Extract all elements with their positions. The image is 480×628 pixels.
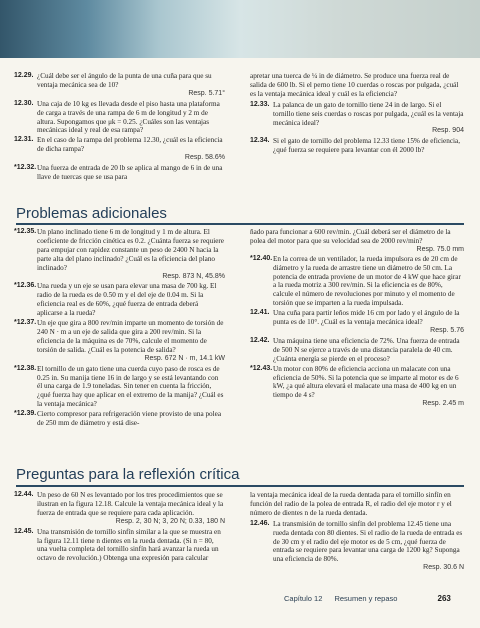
problem-item xyxy=(14,72,225,99)
section-rule xyxy=(16,223,464,225)
problem-item xyxy=(14,319,225,364)
continued-text: apretar una tuerca de ¼ in de diámetro. Se produce una fuerza real de salida de 600 lb. Si el perno tiene 10 cuerdas o roscas por pulgada, ¿cuál es la ventaja mecánica ideal y cuál es la eficiencia? xyxy=(250,72,459,98)
answer: Resp. 5.76 xyxy=(430,326,464,334)
problem-item xyxy=(14,282,225,318)
problem-number: 12.29. xyxy=(14,72,34,79)
answer: Resp. 904 xyxy=(432,127,464,135)
problem-text: En la correa de un ventilador, la rueda impulsora es de 20 cm de diámetro y la rueda de arrastre tiene un diámetro de 50 cm. La potencia de entrada proviene de un motor de 4 kW que hace girar a la rueda motriz a 300 rev/min. Si la eficiencia es de 80%, calcule el número de revoluciones por minuto y el momento de torsión que se imparten a la rueda impulsada. xyxy=(273,254,461,308)
problem-item xyxy=(14,100,225,136)
problem-item xyxy=(250,255,464,308)
problem-text: Un motor con 80% de eficiencia acciona un malacate con una eficiencia de 50%. Si la potencia que se imparte al motor es de 6 kW, ¿a qué altura elevará el malacate una masa de 400 kg en un tiempo de 4 s? xyxy=(273,364,459,400)
continued-text: ñado para funcionar a 600 rev/min. ¿Cuál deberá ser el diámetro de la polea del motor para que su velocidad sea de 2000 rev/min? xyxy=(250,228,451,245)
problem-item xyxy=(250,520,464,573)
problem-number: 12.42. xyxy=(250,336,270,344)
problem-number: 12.34. xyxy=(250,137,270,145)
problem-item xyxy=(250,101,464,137)
top-left-column xyxy=(14,72,225,183)
problem-item xyxy=(14,136,225,163)
section-rule xyxy=(16,485,464,487)
problem-item xyxy=(250,137,464,155)
problem-item xyxy=(250,365,464,410)
problem-number: *12.39. xyxy=(14,410,37,418)
problem-number: 12.31. xyxy=(14,136,34,144)
page-footer xyxy=(284,594,461,603)
problem-number: *12.38. xyxy=(14,364,37,372)
problem-item xyxy=(14,528,225,564)
answer: Resp. 30.6 N xyxy=(423,564,464,572)
problem-text: Un plano inclinado tiene 6 m de longitud y 1 m de altura. El coeficiente de fricción cinética es 0.2. ¿Cuánta fuerza se requiere para empujar con rapidez constante un peso de 2400 N hacia la parte alta del plano inclinado? ¿Cuál es la eficiencia del plano inclinado? xyxy=(37,228,224,272)
answer: Resp. 2, 30 N; 3, 20 N; 0.33, 180 N xyxy=(115,517,225,525)
problem-text: El tornillo de un gato tiene una cuerda cuyo paso de rosca es de 0.25 in. Su manija tiene 16 in de largo y se está levantando con él una carga de 1.9 toneladas. Sin tener en cuenta la fricción, ¿qué fuerza hay que aplicar en el extremo de la manija? ¿Cuál es la ventaja mecánica? xyxy=(37,364,224,409)
bottom-right-column xyxy=(250,491,464,574)
mid-right-column xyxy=(250,228,464,410)
problem-text: Una cuña para partir leños mide 16 cm por lado y el ángulo de la punta es de 10°. ¿Cuál es la ventaja mecánica ideal? xyxy=(273,309,460,327)
answer: Resp. 2.45 m xyxy=(422,400,464,408)
problem-number: 12.41. xyxy=(250,309,270,317)
problem-number: *12.43. xyxy=(250,364,273,372)
bottom-right-items xyxy=(250,520,464,573)
problem-text: Un peso de 60 N es levantado por los tres procedimientos que se ilustran en la figura 12.18. Calcule la ventaja mecánica ideal y la fuerza de entrada que se requiere para cada aplicación. xyxy=(37,491,224,517)
answer: Resp. 5.71° xyxy=(188,89,225,97)
problem-item xyxy=(14,228,225,281)
mid-right-items xyxy=(250,255,464,409)
section-title-reflexion: Preguntas para la reflexión crítica xyxy=(16,466,240,483)
problem-item xyxy=(14,410,225,428)
problem-item xyxy=(14,164,225,182)
mid-left-column xyxy=(14,228,225,429)
problem-number: 12.33. xyxy=(250,100,270,108)
problem-text: La transmisión de tornillo sinfín del problema 12.45 tiene una rueda dentada con 80 dientes. Si el radio de la rueda de entrada es de 30 cm y el radio del eje motor es de 5 cm, ¿qué fuerza de entrada se requiere para levantar una carga de 1200 kg? Suponga una eficiencia de 80%. xyxy=(273,519,463,564)
problem-number: 12.44. xyxy=(14,491,34,498)
answer: Resp. 672 N · m, 14.1 kW xyxy=(144,354,225,362)
problem-number: *12.35. xyxy=(14,228,37,235)
top-right-column xyxy=(250,72,464,156)
problem-item xyxy=(14,491,225,527)
continued-text: la ventaja mecánica ideal de la rueda dentada para el tornillo sinfín en función del radio de la polea de entrada R, el radio del eje motor r y el número de dientes n de la rueda dentada. xyxy=(250,491,452,517)
problem-text: Un eje que gira a 800 rev/min imparte un momento de torsión de 240 N · m a un eje de salida que gira a 200 rev/min. Si la eficiencia de la máquina es de 70%, calcule el momento de torsión de salida. ¿Cuál es la potencia de salida? xyxy=(37,319,224,354)
problem-item xyxy=(250,309,464,336)
problem-text: Una rueda y un eje se usan para elevar una masa de 700 kg. El radio de la rueda es de 0.50 m y el del eje de 0.04 m. Si la eficiencia real es de 60%, ¿qué fuerza de entrada deberá aplicarse a la rueda? xyxy=(37,282,217,318)
problem-text: Cierto compresor para refrigeración viene provisto de una polea de 250 mm de diámetro y está dise- xyxy=(37,410,222,428)
chapter-label: Capítulo 12 xyxy=(284,594,323,603)
problem-text: Una fuerza de entrada de 20 lb se aplica al mango de 6 in de una llave de tuercas que se usa para xyxy=(37,164,223,181)
problem-text: En el caso de la rampa del problema 12.30, ¿cuál es la eficiencia de dicha rampa? xyxy=(37,136,223,154)
problem-number: 12.45. xyxy=(14,527,34,535)
problem-number: *12.40. xyxy=(250,254,273,262)
problem-number: *12.32. xyxy=(14,164,37,172)
answer: Resp. 873 N, 45.8% xyxy=(162,272,225,280)
problem-item xyxy=(250,337,464,364)
top-right-items xyxy=(250,101,464,155)
problem-number: *12.36. xyxy=(14,282,37,290)
problem-item xyxy=(14,365,225,410)
answer: Resp. 58.6% xyxy=(184,154,225,162)
problem-text: Una máquina tiene una eficiencia de 72%. Una fuerza de entrada de 500 N se ejerce a través de una distancia paralela de 40 cm. ¿Cuánta energía se pierde en el proceso? xyxy=(273,336,460,363)
problem-text: Una transmisión de tornillo sinfín similar a la que se muestra en la figura 12.11 tiene n dientes en la rueda dentada. (Si n = 80, una vuelta completa del tornillo sinfín hará avanzar la rueda un octavo de revolución.) Obtenga una expresión para calcular xyxy=(37,527,221,563)
section-title-adicionales: Problemas adicionales xyxy=(16,205,167,222)
section-label: Resumen y repaso xyxy=(334,594,398,603)
problem-text: ¿Cuál debe ser el ángulo de la punta de una cuña para que su ventaja mecánica sea de 10? xyxy=(37,72,212,89)
problem-number: 12.30. xyxy=(14,99,34,107)
header-banner xyxy=(0,0,480,60)
problem-text: Una caja de 10 kg es llevada desde el piso hasta una plataforma de carga a través de una rampa de 6 m de longitud y 2 m de altura. Supongamos que μk = 0.25. ¿Cuáles son las ventajas mecánicas ideal y real de esa rampa? xyxy=(37,99,220,135)
answer: Resp. 75.0 mm xyxy=(416,245,464,253)
page-number: 263 xyxy=(437,594,451,603)
problem-text: La palanca de un gato de tornillo tiene 24 in de largo. Si el tornillo tiene seis cuerdas o roscas por pulgada, ¿cuál es la ventaja mecánica ideal? xyxy=(273,100,464,127)
problem-number: 12.46. xyxy=(250,519,270,527)
problem-text: Si el gato de tornillo del problema 12.33 tiene 15% de eficiencia, ¿qué fuerza se requiere para levantar con él 2000 lb? xyxy=(273,137,461,155)
bottom-left-column xyxy=(14,491,225,564)
problem-number: *12.37. xyxy=(14,319,37,327)
